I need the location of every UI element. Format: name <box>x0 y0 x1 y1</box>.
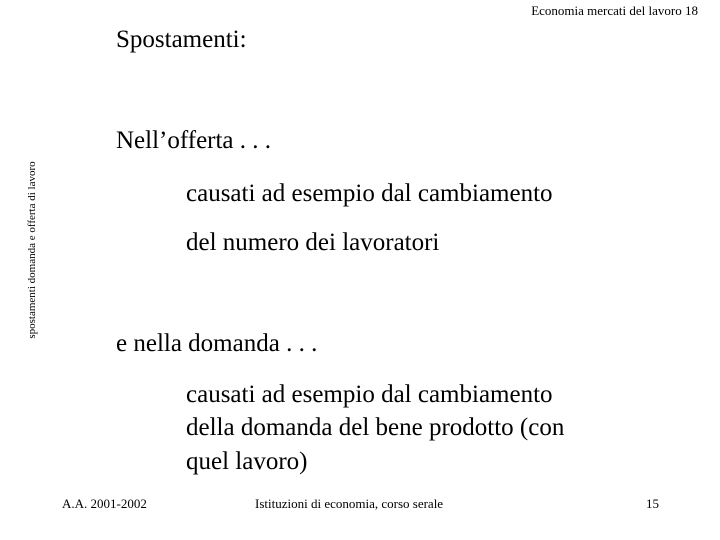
footer-page-number: 15 <box>646 496 659 511</box>
side-label: spostamenti domanda e offerta di lavoro <box>26 161 38 339</box>
offerta-line-2: del numero dei lavoratori <box>186 229 440 256</box>
domanda-line-2: della domanda del bene prodotto (con <box>186 414 565 441</box>
section-heading-domanda: e nella domanda . . . <box>116 330 318 357</box>
domanda-line-3: quel lavoro) <box>186 448 308 475</box>
footer-year: A.A. 2001-2002 <box>62 496 147 511</box>
section-heading-offerta: Nell’offerta . . . <box>116 127 272 154</box>
header-course-label: Economia mercati del lavoro 18 <box>531 3 698 18</box>
domanda-line-1: causati ad esempio dal cambiamento <box>186 381 553 408</box>
page-title: Spostamenti: <box>116 26 247 53</box>
offerta-line-1: causati ad esempio dal cambiamento <box>186 180 553 207</box>
footer-course-name: Istituzioni di economia, corso serale <box>255 496 444 511</box>
